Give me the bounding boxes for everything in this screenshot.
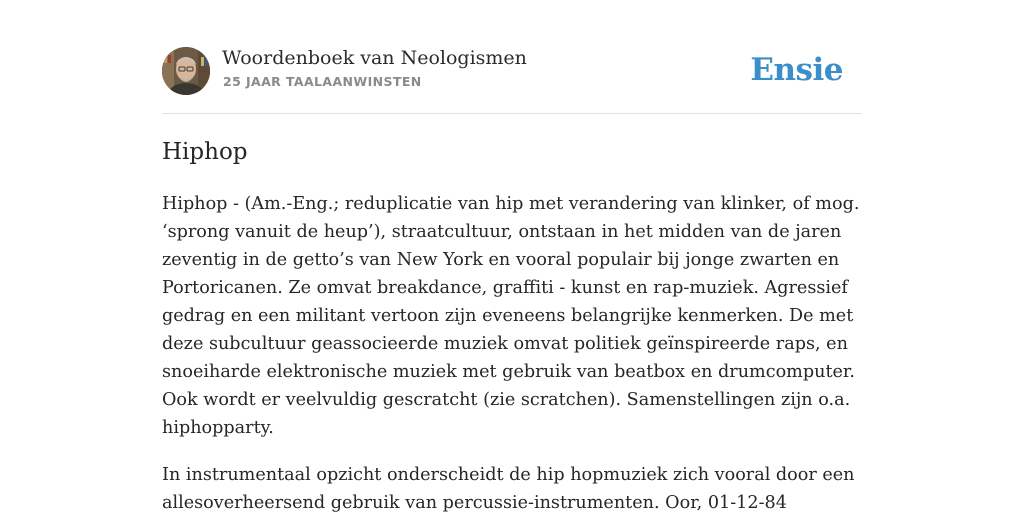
author-portrait-icon[interactable]: [162, 47, 210, 95]
entry-paragraph: In instrumentaal opzicht onderscheidt de hip hopmuziek zich vooral door een allesoverheersend gebruik van percussie-instrumenten. Oor, 01-12-84: [162, 465, 855, 512]
source-title[interactable]: Woordenboek van Neologismen: [222, 47, 527, 69]
header-divider: [162, 113, 862, 114]
source-subtitle: 25 JAAR TAALAANWINSTEN: [223, 74, 422, 89]
entry-body: [162, 190, 862, 512]
source-header: [162, 46, 862, 96]
ensie-logo-link[interactable]: Ensie: [750, 52, 843, 88]
entry-paragraph: Hiphop - (Am.-Eng.; reduplicatie van hip met verandering van klinker, of mog. ‘sprong vanuit de heup’), straatcultuur, ontstaan in het midden van de jaren zeventig in de getto’s van New York en vooral populair bij jonge zwarten en Portoricanen. Ze omvat breakdance, graffiti - kunst en rap-muziek. Agressief gedrag en een militant vertoon zijn eveneens belangrijke kenmerken. De met deze subcultuur geassocieerde muziek omvat politiek geïnspireerde raps, en snoeiharde elektronische muziek met gebruik van beatbox en drumcomputer. Ook wordt er veelvuldig gescratcht (zie scratchen). Samenstellingen zijn o.a. hiphopparty.: [162, 194, 860, 438]
entry-title: Hiphop: [162, 139, 248, 165]
